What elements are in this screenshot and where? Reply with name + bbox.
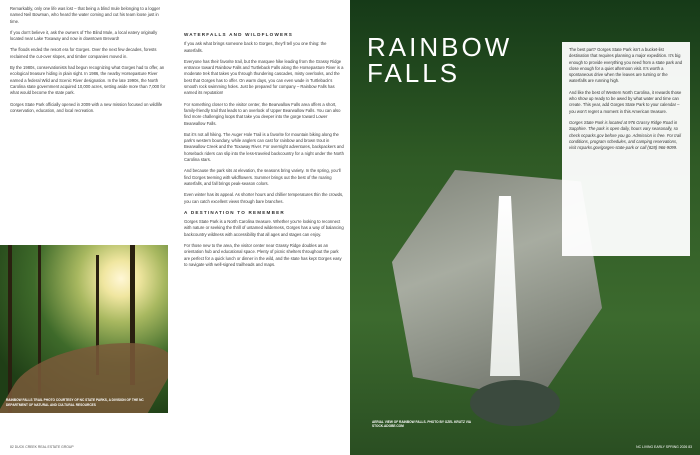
photo-caption: RAINBOW FALLS TRAIL PHOTO COURTESY OF NC STATE PARKS, A DIVISION OF THE NC DEPARTMENT OF NATURAL AND CULTURAL RESOURCES [6,398,144,407]
left-column-1 [10,6,168,119]
paragraph: The floods ended the resort era for Gorges. Over the next few decades, forests reclaimed the cut-over slopes, and timber companies moved in. [10,47,157,59]
plunge-pool [470,380,560,426]
paragraph: And because the park sits at elevation, the seasons bring variety. In the spring, you’ll find Gorges teeming with wildflowers. Summer brings out the best of the roaring waterfalls, and fall brings peak-season colors. [184,168,341,186]
left-column-2 [184,32,344,273]
page-footer: NC LIVING EARLY SPRING 2026 83 [636,445,692,449]
paragraph: But it’s not all hiking. The Auger Hole Trail is a favorite for mountain biking along the park’s western boundary, while anglers can cast for rainbow and brown trout in Bearwallow Creek and the Toxaway River. For overnight adventures, backpackers and horseback riders can slip into the less-traveled backcountry for a night under the North Carolina stars. [184,131,344,163]
trail-photo [0,245,168,413]
paragraph: The best part? Gorges State Park isn’t a bucket-list destination that requires planning a major expedition. It’s big enough to provide everything you need from a state park and close enough for a quiet afternoon visit. It’s worth a spontaneous drive when the leaves are turning or the waterfalls are running high. [569,47,683,84]
right-page [350,0,700,455]
paragraph: Even winter has its appeal. As shorter hours and chillier temperatures thin the crowds, you can catch excellent views through bare branches. [184,192,344,204]
title-line: FALLS [367,58,461,88]
page-title [367,34,512,86]
paragraph: And like the best of Western North Carolina, it rewards those who show up ready to be awed by what water and time can create. This year, add Gorges State Park to your calendar – you won’t regret a moment in this American treasure. [569,89,682,114]
paragraph: If you ask what brings someone back to Gorges, they’ll tell you one thing: the waterfalls. [184,41,327,53]
page-footer: 82 DUCK CREEK REAL ESTATE GROUP [10,445,74,449]
photo-caption: AERIAL VIEW OF RAINBOW FALLS. PHOTO BY OZEL KRUTZ VIA STOCK.ADOBE.COM [372,420,471,429]
paragraph: Gorges State Park officially opened in 2009 with a new mission focused on wildlife conservation, education, and local recreation. [10,101,163,113]
paragraph: Remarkably, only one life was lost – that being a blind mule belonging to a logger named Neil Bowman, who heard the water coming and cut his team loose just in time. [10,6,161,24]
paragraph: By the 1980s, conservationists had begun recognizing what Gorges had to offer, an ecological treasure hiding in plain sight. In 1986, the nearby Horsepasture River earned a federal Wild and Scenic River designation. In the late 1990s, the North Carolina state government acquired 10,000 acres, setting aside more than 7,000 for what would become the state park. [10,65,166,96]
paragraph: For something closer to the visitor center, the Bearwallow Falls area offers a short, family-friendly trail that leads to an overlook of Upper Bearwallow Falls. You can also find more challenging loops that take you deeper into the gorge toward Lower Bearwallow Falls. [184,101,341,126]
section-heading: A DESTINATION TO REMEMBER [184,209,285,215]
section-heading: WATERFALLS AND WILDFLOWERS [184,32,294,37]
paragraph: If you don’t believe it, ask the owners of The Blind Mule, a local eatery originally located near Lake Toxaway and now in downtown Brevard! [10,29,158,42]
paragraph: Everyone has their favorite trail, but the marquee hike leading from the Grassy Ridge entrance toward Rainbow Falls and Turtleback Falls along the Horsepasture River is a moderate trek that takes you through thundering cascades, misty overlooks, and the best that Gorges has to offer. On warm days, you can even wade in Turtleback’s smooth rock swimming holes. Just be prepared for company – Rainbow Falls has earned its reputation! [184,58,344,96]
title-line: RAINBOW [367,32,513,62]
paragraph: For those new to the area, the visitor center near Grassy Ridge doubles as an orientation hub and educational space. Plenty of picnic shelters throughout the park are perfect for a quick lunch or dinner in the wild, and the state has kept Gorges easy to navigate with well-signed trailheads and maps. [184,243,342,267]
text-panel [562,42,690,256]
paragraph: Gorges State Park is a North Carolina treasure. Whether you’re looking to reconnect with nature or seeking the thrill of untamed wilderness, Gorges has a way of balancing backcountry wildness with accessibility that all ages and stages can enjoy. [184,219,344,237]
panel-column [562,42,690,161]
paragraph: Gorges State Park is located at 976 Grassy Ridge Road in Sapphire. The park is open daily, hours vary seasonally, so check ncparks.gov before you go. Admission is free. For trail conditions, program schedules, and camping reservations, visit ncparks.gov/gorges-state-park or call (828) 966-9099. [569,119,682,151]
